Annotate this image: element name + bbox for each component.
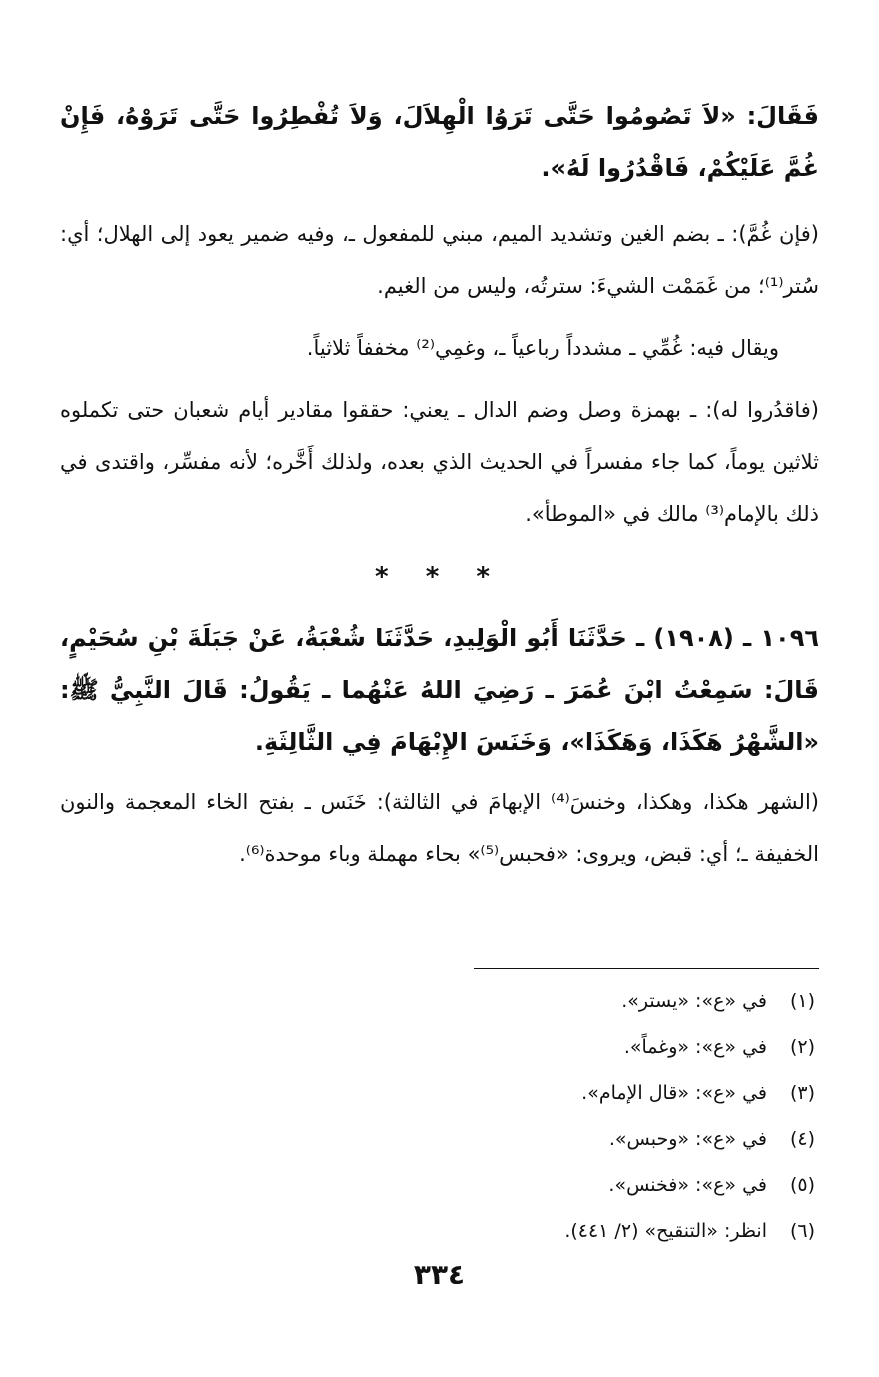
footnote-number: (١) [789,990,815,1012]
commentary-paragraph-3: (فاقدُروا له): ـ بهمزة وصل وضم الدال ـ يعني: حققوا مقادير أيام شعبان حتى تكملوه ثلاثين يوماً، كما جاء مفسراً في الحديث الذي بعده، ولذلك أَخَّره؛ لأنه مفسِّر، واقتدى في ذلك بالإمام⁽³⁾ مالك في «الموطأ». [60,398,819,526]
section-separator: * * * [375,562,504,592]
footnote-item [219,1208,819,1254]
footnotes [219,978,819,1254]
footnote-number: (٦) [789,1220,815,1242]
footnote-text: في «ع»: «فخنس». [608,1174,767,1196]
footnote-text: في «ع»: «وحبس». [608,1128,767,1150]
commentary-paragraph-2: ويقال فيه: غُمِّي ـ مشدداً رباعياً ـ، وغمِي⁽²⁾ مخففاً ثلاثياً. [306,336,779,360]
commentary-paragraph-4: (الشهر هكذا، وهكذا، وخنسَ⁽⁴⁾ الإبهامَ في الثالثة): خَنَس ـ بفتح الخاء المعجمة والنون الخفيفة ـ؛ أي: قبض، ويروى: «فحبس⁽⁵⁾» بحاء مهملة وباء موحدة⁽⁶⁾. [60,790,819,866]
footnote-divider [474,968,819,969]
footnote-item [219,1024,819,1070]
footnote-text: في «ع»: «وغماً». [623,1036,767,1058]
footnote-item [219,1162,819,1208]
footnote-item [219,1116,819,1162]
footnote-number: (٤) [789,1128,815,1150]
hadith-text-2: ١٠٩٦ ـ (١٩٠٨) ـ حَدَّثَنَا أَبُو الْوَلِيدِ، حَدَّثَنَا شُعْبَةُ، عَنْ جَبَلَةَ بْنِ سُحَيْمٍ، قَالَ: سَمِعْتُ ابْنَ عُمَرَ ـ رَضِيَ اللهُ عَنْهُما ـ يَقُولُ: قَالَ النَّبِيُّ ﷺ: «الشَّهْرُ هَكَذَا، وَهَكَذَا»، وَخَنَسَ الإِبْهَامَ فِي الثَّالِثَةِ. [60,624,819,756]
footnote-number: (٥) [789,1174,815,1196]
footnote-item [219,1070,819,1116]
footnote-text: في «ع»: «يستر». [621,990,767,1012]
footnote-text: انظر: «التنقيح» (٢/ ٤٤١). [564,1220,767,1242]
footnote-number: (٢) [789,1036,815,1058]
commentary-paragraph-1: (فإن غُمَّ): ـ بضم الغين وتشديد الميم، مبني للمفعول ـ، وفيه ضمير يعود إلى الهلال؛ أي: سُتر⁽¹⁾؛ من غَمَمْت الشيءَ: سترتُه، وليس من الغيم. [60,222,819,298]
footnote-number: (٣) [789,1082,815,1104]
hadith-text-1: فَقَالَ: «لاَ تَصُومُوا حَتَّى تَرَوُا الْهِلاَلَ، وَلاَ تُفْطِرُوا حَتَّى تَرَوْهُ، فَإِنْ غُمَّ عَلَيْكُمْ، فَاقْدُرُوا لَهُ». [60,102,819,182]
page-number: ٣٣٤ [413,1258,466,1291]
footnote-item [219,978,819,1024]
footnote-text: في «ع»: «قال الإمام». [581,1082,767,1104]
page-body [60,90,819,890]
